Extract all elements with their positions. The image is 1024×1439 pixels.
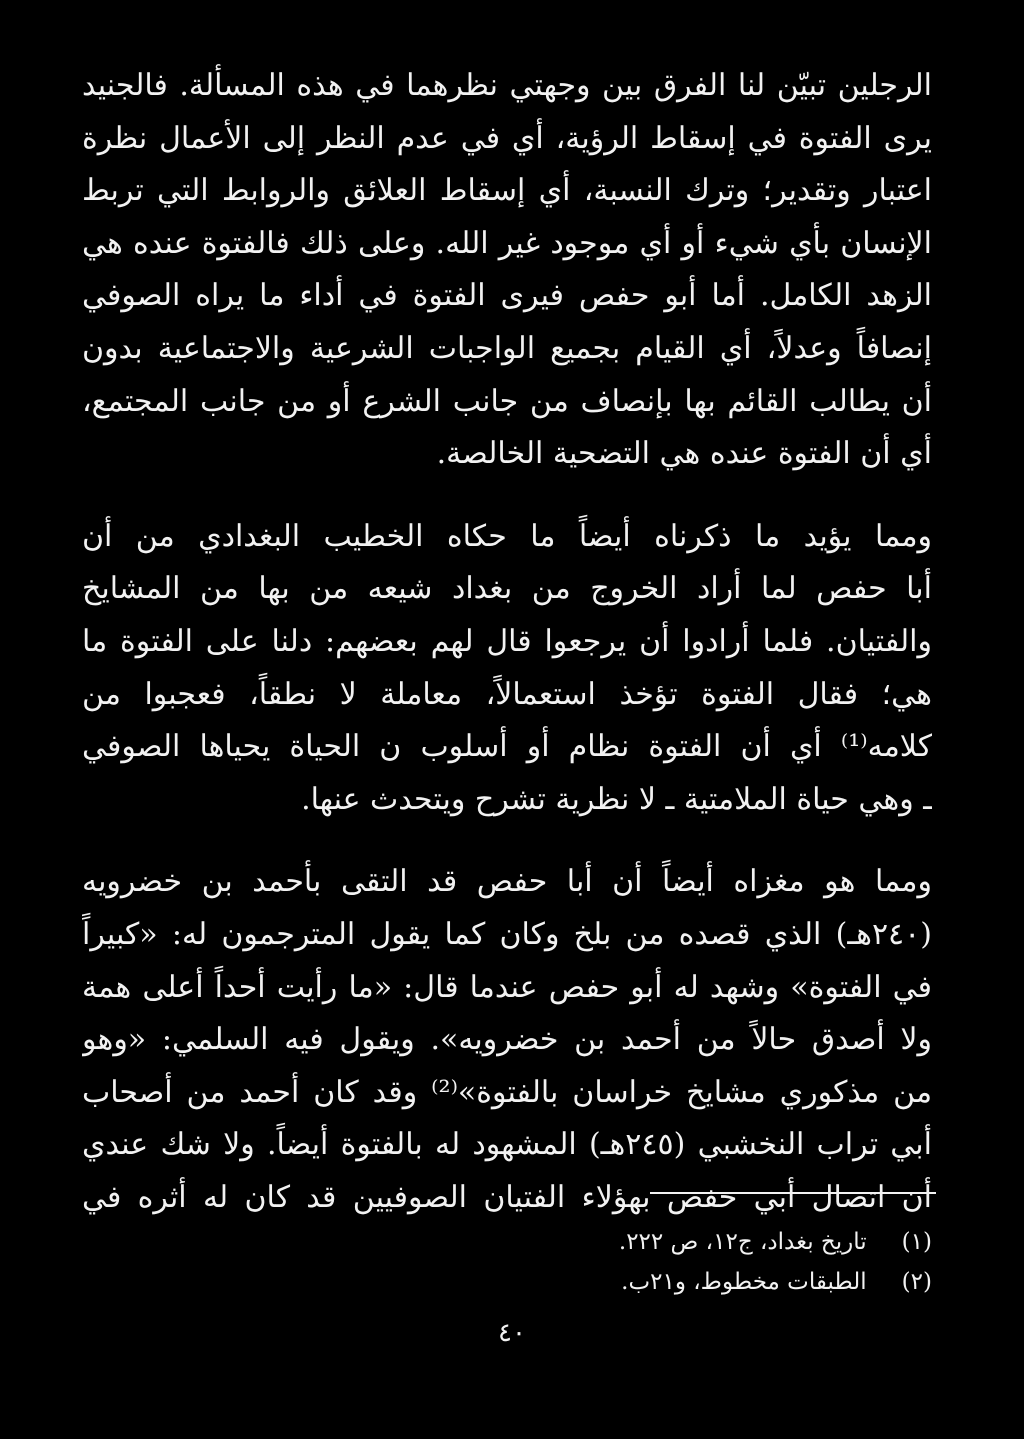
text-line: أن اتصال أبي حفص بهؤلاء الفتيان الصوفيين قد كان له أثره في: [82, 1179, 932, 1215]
text-line: الزهد الكامل. أما أبو حفص فيرى الفتوة في أداء ما يراه الصوفي: [82, 278, 932, 314]
paragraph: [82, 511, 932, 827]
text-line: أن يطالب القائم بها بإنصاف من جانب الشرع أو من جانب المجتمع،: [82, 383, 932, 419]
text-line: أبا حفص لما أراد الخروج من بغداد شيعه من بها من المشايخ: [82, 571, 932, 607]
text-line: الإنسان بأي شيء أو أي موجود غير الله. وعلى ذلك فالفتوة عنده هي: [82, 225, 932, 261]
footnote: [512, 1262, 932, 1302]
text-line: اعتبار وتقدير؛ وترك النسبة، أي إسقاط العلائق والروابط التي تربط: [82, 173, 932, 209]
text-line: والفتيان. فلما أرادوا أن يرجعوا قال لهم بعضهم: دلنا على الفتوة ما: [82, 623, 932, 659]
text-line: ومما هو مغزاه أيضاً أن أبا حفص قد التقى بأحمد بن خضرويه: [82, 864, 932, 900]
paragraph: [82, 856, 932, 1224]
text-line: هي؛ فقال الفتوة تؤخذ استعمالاً، معاملة لا نطقاً، فعجبوا من: [82, 676, 932, 712]
page-number: ٤٠: [498, 1318, 526, 1348]
text-line: أبي تراب النخشبي (٢٤٥هـ) المشهود له بالفتوة أيضاً. ولا شك عندي: [82, 1127, 932, 1163]
footnote-separator: [650, 1192, 936, 1194]
footnotes: [512, 1222, 932, 1302]
body-text: [82, 60, 932, 1224]
text-line: أي أن الفتوة عنده هي التضحية الخالصة.: [436, 436, 932, 472]
text-line: من مذكوري مشايخ خراسان بالفتوة»⁽²⁾ وقد كان أحمد من أصحاب: [82, 1074, 932, 1110]
footnote-number: (١): [901, 1229, 932, 1255]
footnote-number: (٢): [901, 1269, 932, 1295]
text-line: ومما يؤيد ما ذكرناه أيضاً ما حكاه الخطيب البغدادي من أن: [82, 518, 932, 554]
text-line: كلامه⁽¹⁾ أي أن الفتوة نظام أو أسلوب ن الحياة يحياها الصوفي: [82, 729, 932, 765]
paragraph-gap: [82, 481, 932, 511]
text-line: يرى الفتوة في إسقاط الرؤية، أي في عدم النظر إلى الأعمال نظرة: [82, 120, 932, 156]
paragraph-gap: [82, 826, 932, 856]
footnote-text: تاريخ بغداد، ج١٢، ص ٢٢٢.: [618, 1229, 867, 1255]
text-line: إنصافاً وعدلاً، أي القيام بجميع الواجبات الشرعية والاجتماعية بدون: [82, 330, 932, 366]
text-line: في الفتوة» وشهد له أبو حفص عندما قال: «ما رأيت أحداً أعلى همة: [82, 969, 932, 1005]
text-line: الرجلين تبيّن لنا الفرق بين وجهتي نظرهما في هذه المسألة. فالجنيد: [82, 68, 932, 103]
text-line: ـ وهي حياة الملامتية ـ لا نظرية تشرح ويتحدث عنها.: [301, 781, 932, 817]
footnote: [512, 1222, 932, 1262]
text-line: ولا أصدق حالاً من أحمد بن خضرويه». ويقول فيه السلمي: «وهو: [82, 1022, 932, 1058]
paragraph: [82, 60, 932, 481]
text-line: (٢٤٠هـ) الذي قصده من بلخ وكان كما يقول المترجمون له: «كبيراً: [82, 916, 932, 952]
footnote-text: الطبقات مخطوط، و٢١ب.: [621, 1269, 867, 1295]
